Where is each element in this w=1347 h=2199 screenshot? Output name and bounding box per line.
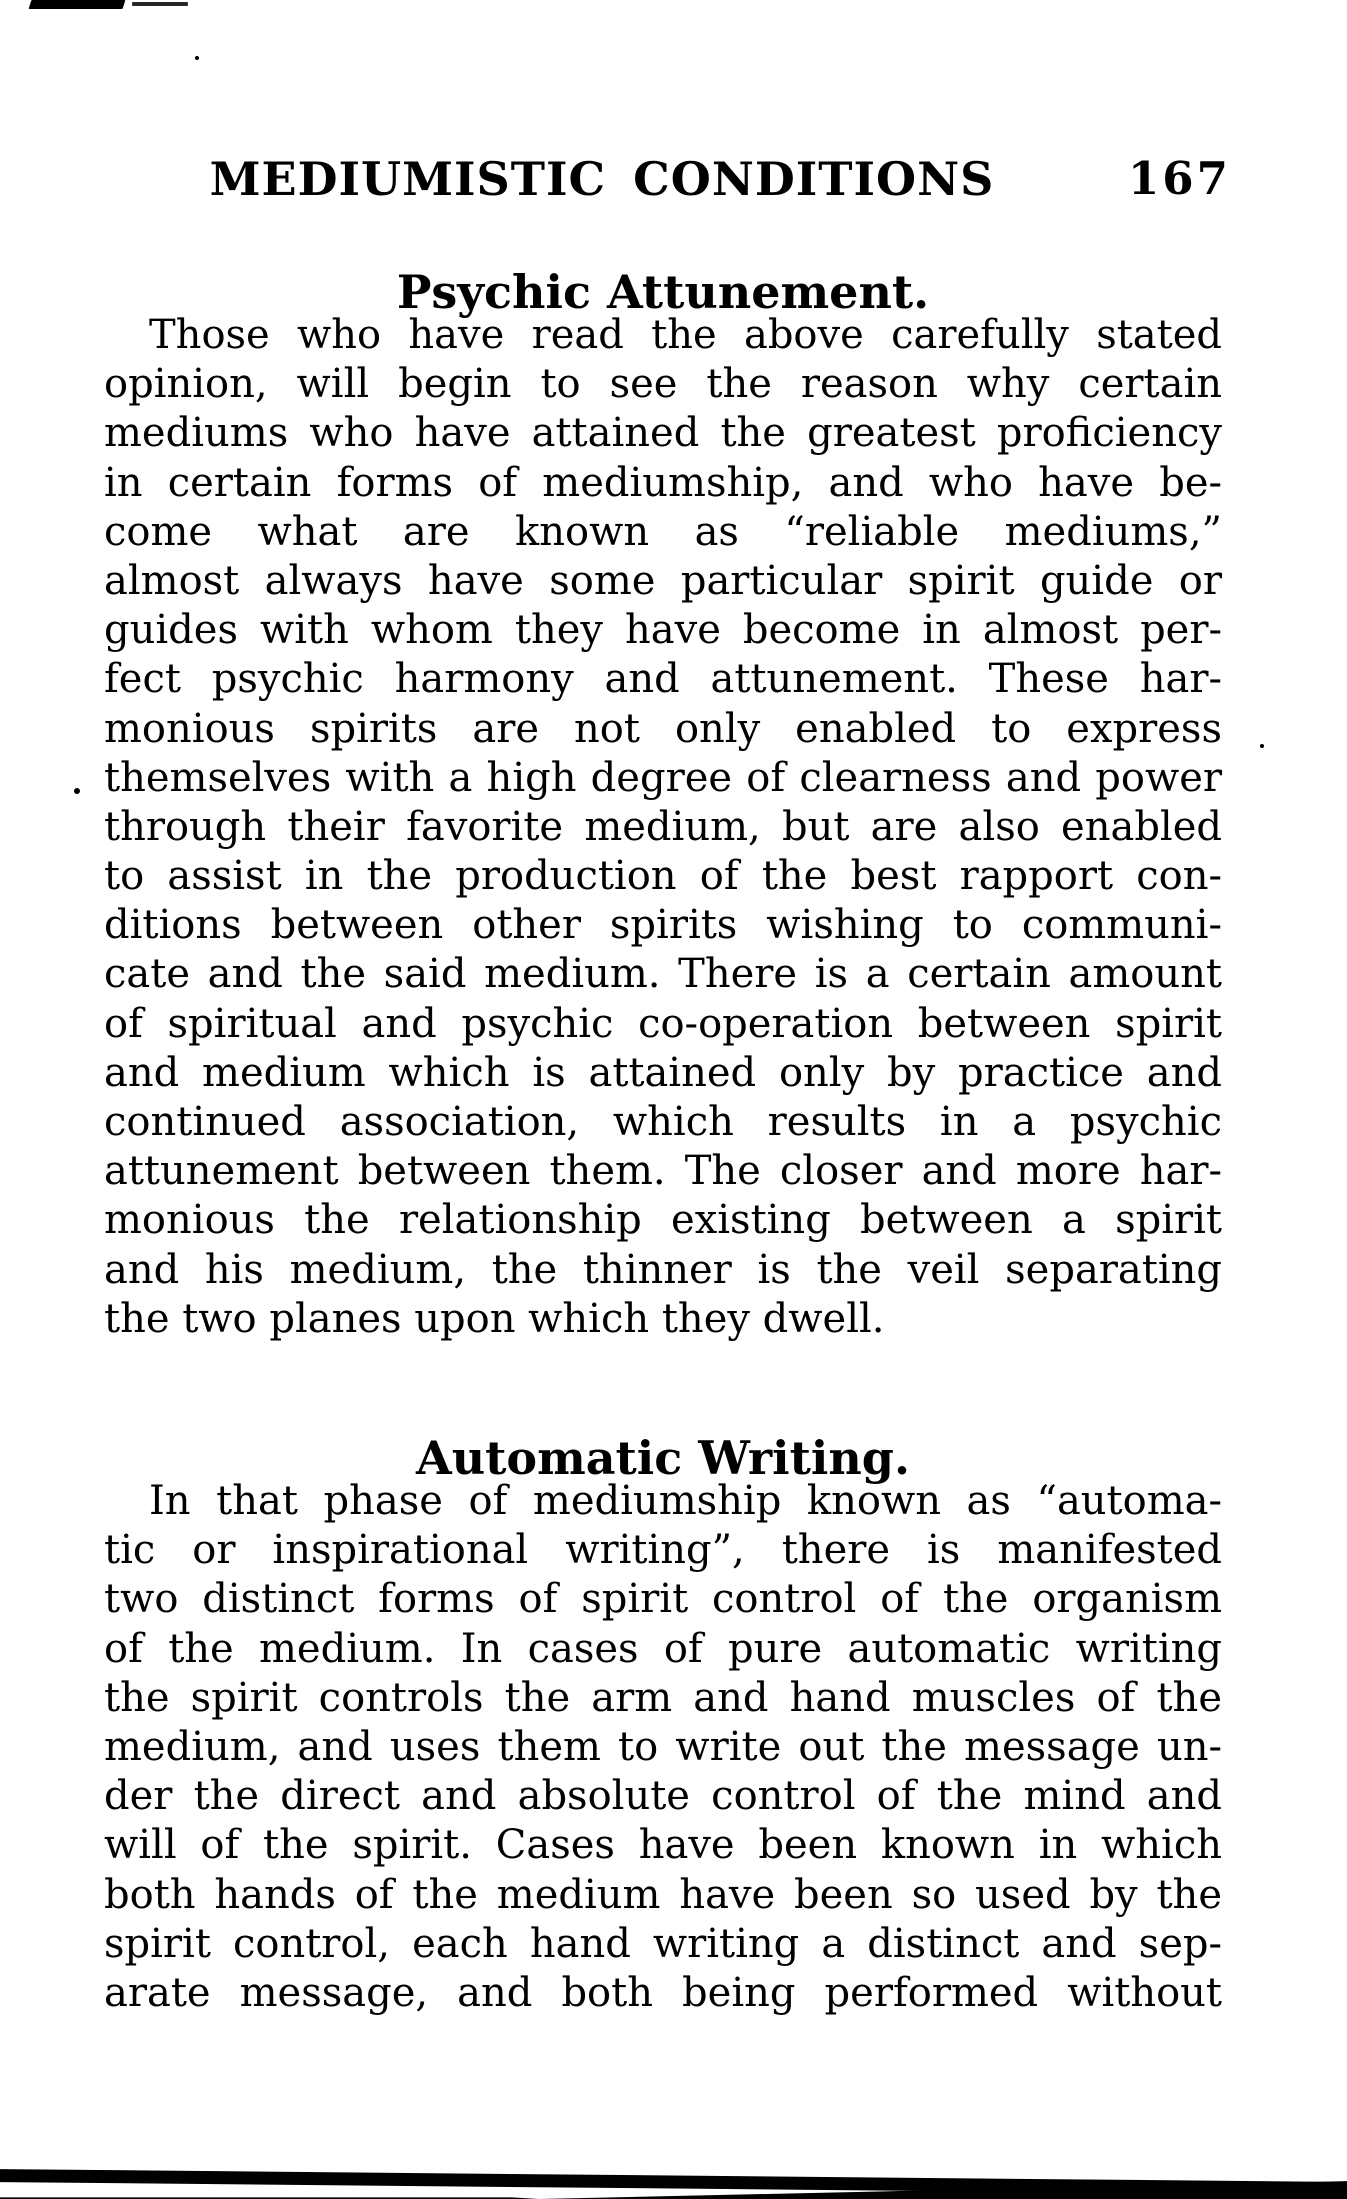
text-line: opinion, will begin to see the reason why certain xyxy=(104,361,1222,408)
scan-smudge-artifact xyxy=(29,0,126,9)
text-line: of spiritual and psychic co-operation between spirit xyxy=(104,1000,1222,1047)
text-line: two distinct forms of spirit control of the organism xyxy=(104,1576,1222,1623)
text-line: ditions between other spirits wishing to communi- xyxy=(104,902,1222,949)
text-line: monious spirits are not only enabled to express xyxy=(104,705,1222,752)
text-line: arate message, and both being performed without xyxy=(104,1969,1222,2016)
text-line: the spirit controls the arm and hand muscles of the xyxy=(104,1674,1222,1721)
text-line: in certain forms of mediumship, and who have be- xyxy=(104,459,1222,506)
text-line: attunement between them. The closer and more har- xyxy=(104,1148,1222,1195)
section-heading-psychic-attunement: Psychic Attunement. xyxy=(396,265,930,320)
text-line: fect psychic harmony and attunement. These har- xyxy=(104,656,1222,703)
scan-smudge-artifact xyxy=(132,2,188,6)
text-line: mediums who have attained the greatest proficiency xyxy=(104,410,1222,457)
text-line: through their favorite medium, but are also enabled xyxy=(104,803,1222,850)
text-line: come what are known as “reliable mediums,” xyxy=(104,508,1222,555)
text-line: will of the spirit. Cases have been known in which xyxy=(104,1822,1222,1869)
text-line: of the medium. In cases of pure automatic writing xyxy=(104,1625,1222,1672)
section-heading-automatic-writing: Automatic Writing. xyxy=(416,1431,910,1486)
text-line: Those who have read the above carefully stated xyxy=(149,312,1222,358)
text-line: spirit control, each hand writing a distinct and sep- xyxy=(104,1920,1222,1967)
paragraph-psychic-attunement xyxy=(104,311,1222,1344)
scan-dot-artifact xyxy=(195,56,199,60)
page-number: 167 xyxy=(1128,152,1231,205)
text-line: In that phase of mediumship known as “automa- xyxy=(149,1478,1222,1524)
text-line: continued association, which results in a psychic xyxy=(104,1099,1222,1145)
running-header-title: MEDIUMISTIC CONDITIONS xyxy=(209,152,995,206)
text-line: almost always have some particular spirit guide or xyxy=(104,557,1222,604)
text-line: both hands of the medium have been so used by the xyxy=(104,1871,1222,1918)
text-line: themselves with a high degree of clearness and power xyxy=(104,754,1222,801)
text-line: monious the relationship existing between a spirit xyxy=(104,1197,1222,1244)
text-line: to assist in the production of the best rapport con- xyxy=(104,853,1222,900)
text-line: guides with whom they have become in almost per- xyxy=(104,607,1222,654)
text-line: and his medium, the thinner is the veil separating xyxy=(104,1246,1222,1293)
scan-dot-artifact xyxy=(1260,744,1264,748)
text-line: the two planes upon which they dwell. xyxy=(104,1295,885,1342)
text-line: tic or inspirational writing”, there is manifested xyxy=(104,1527,1222,1574)
running-header xyxy=(0,152,1347,206)
text-line: and medium which is attained only by practice and xyxy=(104,1049,1222,1096)
text-line: medium, and uses them to write out the message un- xyxy=(104,1723,1222,1770)
text-line: cate and the said medium. There is a certain amount xyxy=(104,951,1222,998)
text-line: der the direct and absolute control of the mind and xyxy=(104,1773,1222,1820)
scan-dot-artifact xyxy=(74,788,80,794)
paragraph-automatic-writing xyxy=(104,1477,1222,2018)
